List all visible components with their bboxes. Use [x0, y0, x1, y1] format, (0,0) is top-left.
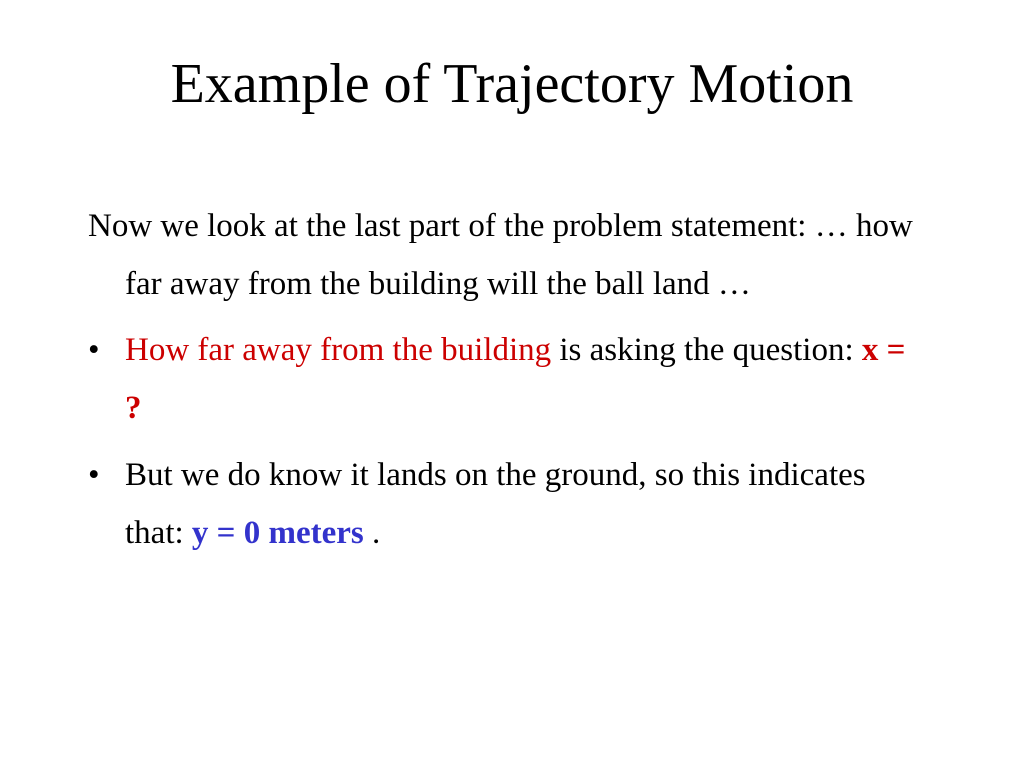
slide-body: [88, 197, 918, 571]
slide-title: Example of Trajectory Motion: [170, 53, 854, 115]
bullet-mark: •: [88, 332, 100, 368]
intro-paragraph: [88, 197, 918, 313]
bullet-text: But we do know it lands on the ground, so this indicates that:: [125, 457, 866, 551]
bullet-end-text: .: [363, 515, 381, 551]
bullet-item-ground: [88, 446, 918, 562]
bullet-text: is asking the question:: [551, 332, 862, 368]
bullet-highlight-text: How far away from the building: [125, 332, 552, 368]
bullet-item-question: [88, 321, 918, 437]
y-equation: y = 0 meters: [191, 515, 364, 551]
x-equation: x = ?: [125, 332, 906, 426]
intro-text: Now we look at the last part of the problem statement: … how far away from the building will the ball land …: [88, 208, 913, 302]
bullet-mark: •: [88, 457, 100, 493]
